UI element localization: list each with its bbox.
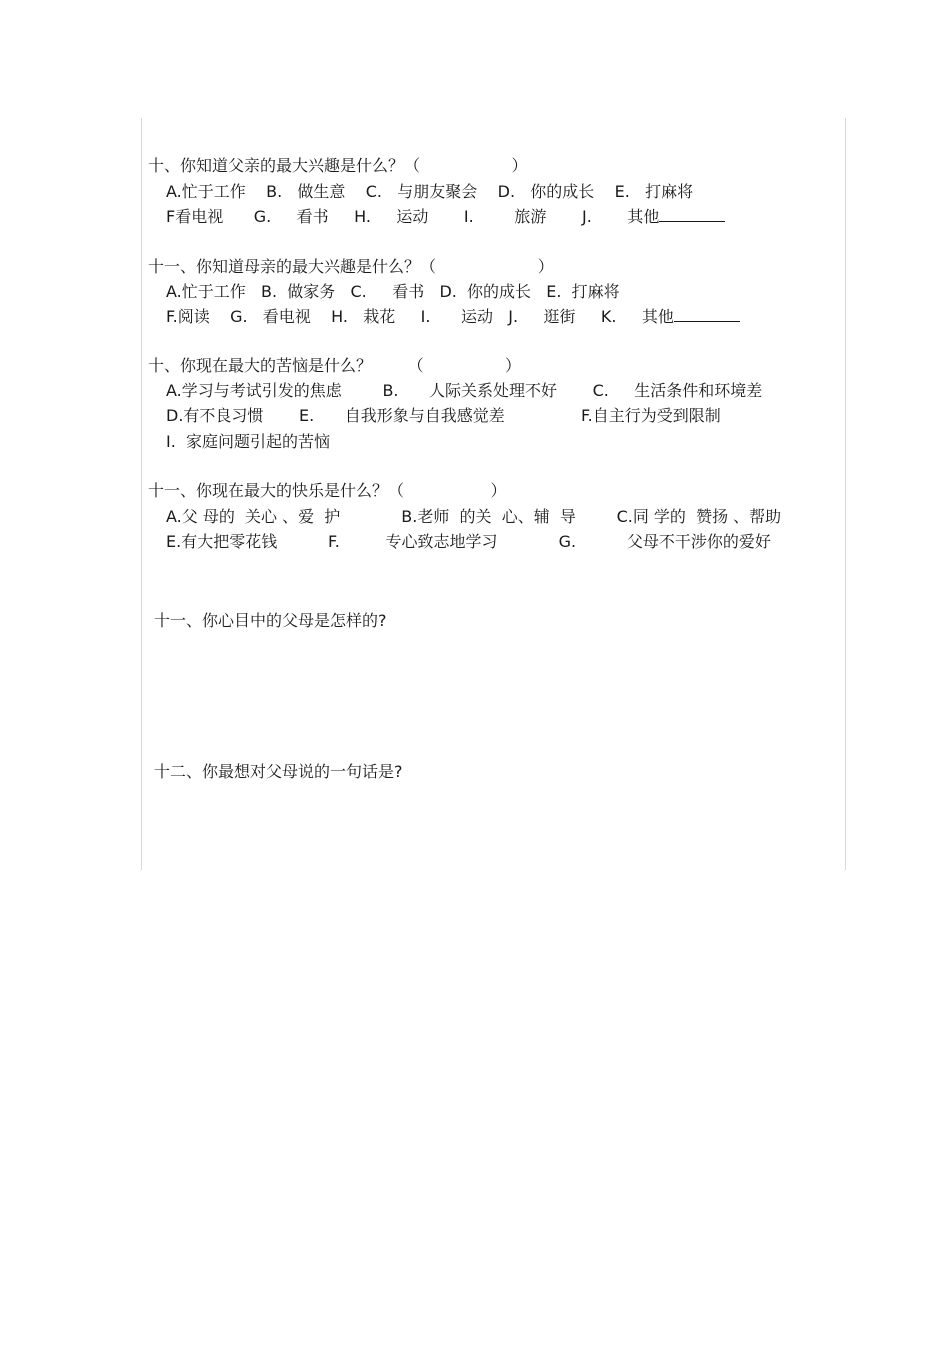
question-mother-interest: 十一、你知道母亲的最大兴趣是什么？（ ） — [148, 257, 554, 276]
question-father-interest: 十、你知道父亲的最大兴趣是什么？（ ） — [148, 156, 528, 175]
option-line — [166, 207, 725, 227]
option-line: A.忙于工作 B. 做家务 C. 看书 D. 你的成长 E. 打麻将 — [166, 282, 620, 301]
question-biggest-worry: 十、你现在最大的苦恼是什么？ （ ） — [148, 356, 521, 375]
option-line-text: F.阅读 G. 看电视 H. 栽花 I. 运动 J. 逛街 K. 其他 — [166, 307, 674, 326]
option-line: A.忙于工作 B. 做生意 C. 与朋友聚会 D. 你的成长 E. 打麻将 — [166, 182, 694, 201]
answer-blank[interactable] — [659, 207, 725, 222]
option-line: A.学习与考试引发的焦虑 B. 人际关系处理不好 C. 生活条件和环境差 — [166, 381, 763, 400]
option-line-text: F看电视 G. 看书 H. 运动 I. 旅游 J. 其他 — [166, 207, 660, 226]
question-message-to-parents: 十二、你最想对父母说的一句话是? — [154, 762, 403, 781]
answer-blank[interactable] — [674, 307, 740, 322]
question-ideal-parents: 十一、你心目中的父母是怎样的? — [154, 611, 387, 630]
option-line: D.有不良习惯 E. 自我形象与自我感觉差 F.自主行为受到限制 — [166, 406, 721, 425]
option-line: E.有大把零花钱 F. 专心致志地学习 G. 父母不干涉你的爱好 — [166, 532, 771, 551]
option-line: A.父 母的 关心 、爱 护 B.老师 的关 心、辅 导 C.同 学的 赞扬 、帮助 — [166, 507, 782, 526]
option-line: I. 家庭问题引起的苦恼 — [166, 432, 330, 451]
option-line — [166, 307, 740, 327]
question-biggest-happiness: 十一、你现在最大的快乐是什么？（ ） — [148, 481, 507, 500]
